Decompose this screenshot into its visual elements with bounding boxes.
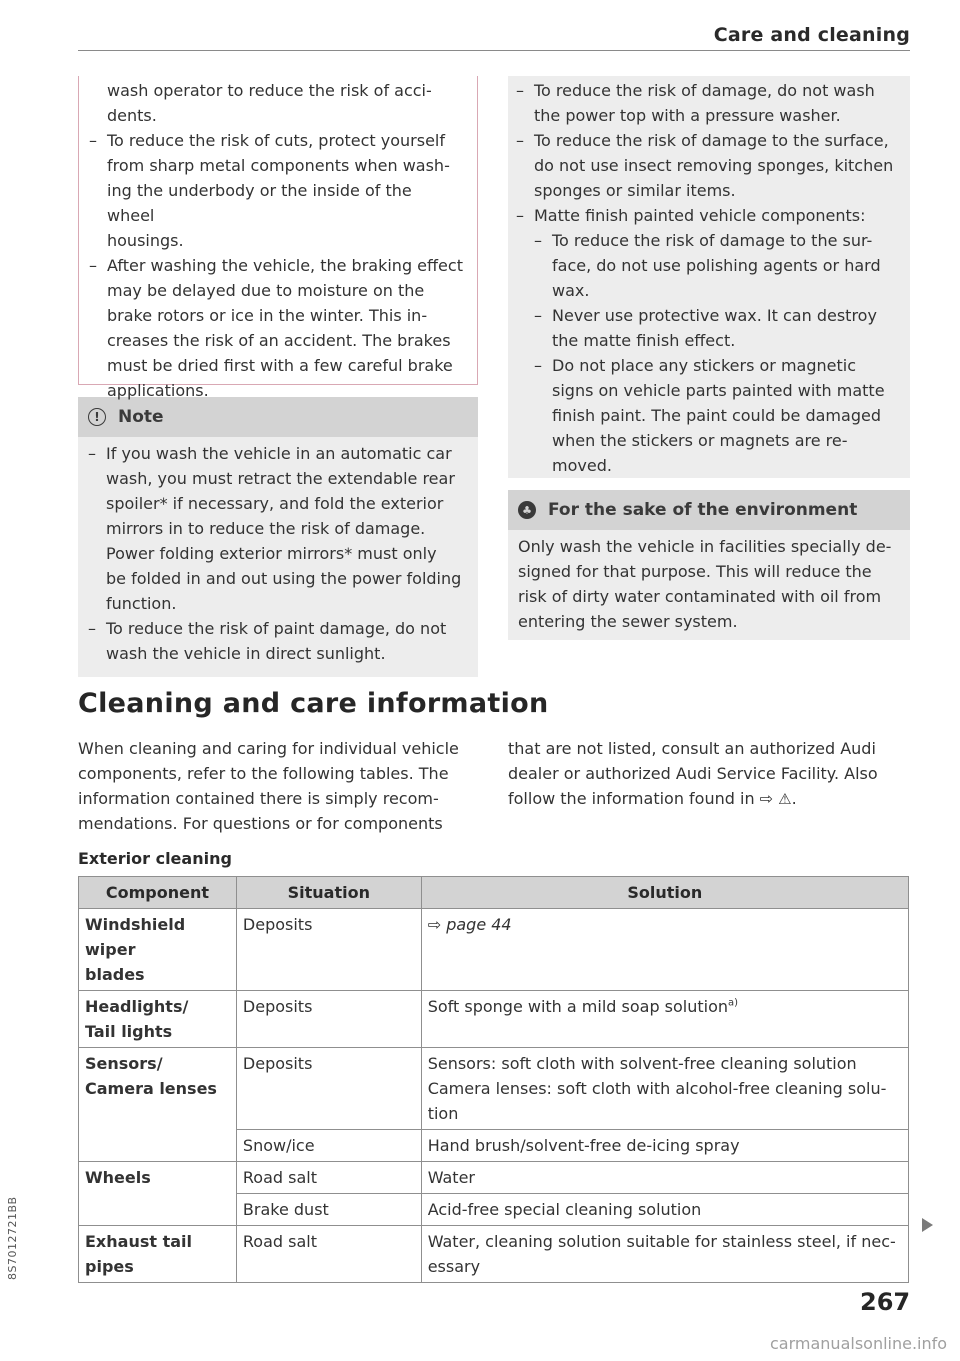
environment-header xyxy=(508,490,910,530)
sub-bullet-stickers: – Do not place any stickers or magnetic signs on vehicle parts painted with matte finish paint. The paint could be damaged when the stickers or magnets are re- moved. xyxy=(516,353,902,478)
note-bullet-sunlight: – To reduce the risk of paint damage, do not wash the vehicle in direct sunlight. xyxy=(88,616,468,666)
warning-bullet-cuts: – To reduce the risk of cuts, protect yourself from sharp metal components when wash- ing the underbody or the inside of the wheel housings. xyxy=(89,128,463,253)
component-cell: Exhaust tail pipes xyxy=(79,1226,237,1283)
watermark: carmanualsonline.info xyxy=(770,1334,948,1353)
table-row xyxy=(79,991,909,1048)
table-row xyxy=(79,909,909,991)
note-bullet-car-wash: – If you wash the vehicle in an automatic car wash, you must retract the extendable rear spoiler* if necessary, and fold the exterior mirrors in to reduce the risk of damage. Power folding exterior mirrors* must only be folded in and out using the power folding function. xyxy=(88,441,468,616)
solution-cell: Soft sponge with a mild soap solution$^{a)}$ xyxy=(421,991,908,1048)
warning-line: wash operator to reduce the risk of acci- xyxy=(107,81,432,100)
solution-cell: Hand brush/solvent-free de-icing spray xyxy=(421,1130,908,1162)
warning-box xyxy=(78,76,478,400)
situation-cell: Brake dust xyxy=(236,1194,421,1226)
situation-cell: Road salt xyxy=(236,1226,421,1283)
table-row xyxy=(79,1162,909,1194)
intro-right: that are not listed, consult an authorized Audi dealer or authorized Audi Service Facility. Also follow the information found in ⇨ ⚠. xyxy=(508,739,878,808)
right-bullet-power-top: – To reduce the risk of damage, do not wash the power top with a pressure washer. xyxy=(516,78,902,128)
footnote-marker: a) xyxy=(728,997,739,1009)
intro-left: When cleaning and caring for individual vehicle components, refer to the following tables. The information contained there is simply recom- mendations. For questions or for components xyxy=(78,739,459,833)
solution-cell: Sensors: soft cloth with solvent-free cleaning solution Camera lenses: soft cloth with alcohol-free cleaning solu- tion xyxy=(421,1048,908,1130)
situation-cell: Deposits xyxy=(236,1048,421,1130)
right-bullet-matte: – Matte finish painted vehicle components: xyxy=(516,203,902,228)
component-cell: Windshield wiper blades xyxy=(79,909,237,991)
situation-cell: Deposits xyxy=(236,909,421,991)
right-bullet-surface: – To reduce the risk of damage to the surface, do not use insect removing sponges, kitchen sponges or similar items. xyxy=(516,128,902,203)
table-header-row xyxy=(79,877,909,909)
component-cell: Headlights/ Tail lights xyxy=(79,991,237,1048)
note-box xyxy=(78,397,478,677)
page-header-title: Care and cleaning xyxy=(713,24,910,46)
warning-continuation-box xyxy=(508,76,910,478)
sub-bullet-polishing: – To reduce the risk of damage to the sur- face, do not use polishing agents or hard wax. xyxy=(516,228,902,303)
solution-cell: Acid-free special cleaning solution xyxy=(421,1194,908,1226)
component-cell: Wheels xyxy=(79,1162,237,1226)
cross-reference-link[interactable]: follow the information found in ⇨ xyxy=(508,789,779,808)
situation-cell: Road salt xyxy=(236,1162,421,1194)
right-column xyxy=(508,76,910,640)
left-column xyxy=(78,76,478,677)
note-body xyxy=(78,437,478,674)
exclamation-circle-icon: ! xyxy=(88,408,106,426)
table-row xyxy=(79,1226,909,1283)
section-title: Cleaning and care information xyxy=(78,688,549,719)
column-header: Component xyxy=(79,877,237,909)
column-header: Situation xyxy=(236,877,421,909)
continue-arrow-icon xyxy=(922,1218,933,1232)
column-header: Solution xyxy=(421,877,908,909)
table-caption: Exterior cleaning xyxy=(78,849,232,868)
note-header xyxy=(78,397,478,437)
document-code: 8S7012721BB xyxy=(6,1196,19,1280)
warning-line: dents. xyxy=(107,106,157,125)
table-row xyxy=(79,1048,909,1130)
page-number: 267 xyxy=(860,1288,911,1316)
header-rule xyxy=(78,50,910,51)
environment-body: Only wash the vehicle in facilities specially de- signed for that purpose. This will reduce the risk of dirty water contaminated with oil from entering the sewer system. xyxy=(518,537,892,631)
sub-bullet-wax: – Never use protective wax. It can destroy the matte finish effect. xyxy=(516,303,902,353)
warning-triangle-icon: ⚠ xyxy=(778,790,792,808)
solution-cell: Water xyxy=(421,1162,908,1194)
solution-cell: Water, cleaning solution suitable for stainless steel, if nec- essary xyxy=(421,1226,908,1283)
exterior-cleaning-table xyxy=(78,876,909,1283)
component-cell: Sensors/ Camera lenses xyxy=(79,1048,237,1162)
solution-link-cell[interactable]: ⇨ page 44 xyxy=(421,909,908,991)
situation-cell: Snow/ice xyxy=(236,1130,421,1162)
situation-cell: Deposits xyxy=(236,991,421,1048)
warning-bullet-braking: – After washing the vehicle, the braking effect may be delayed due to moisture on the brake rotors or ice in the winter. This in- creases the risk of an accident. The brakes must be dried first with a few careful brake applications. xyxy=(89,253,463,403)
environment-leaf-icon: ♣ xyxy=(518,501,536,519)
environment-title: For the sake of the environment xyxy=(548,500,858,520)
environment-box xyxy=(508,490,910,640)
note-title: Note xyxy=(118,407,164,427)
